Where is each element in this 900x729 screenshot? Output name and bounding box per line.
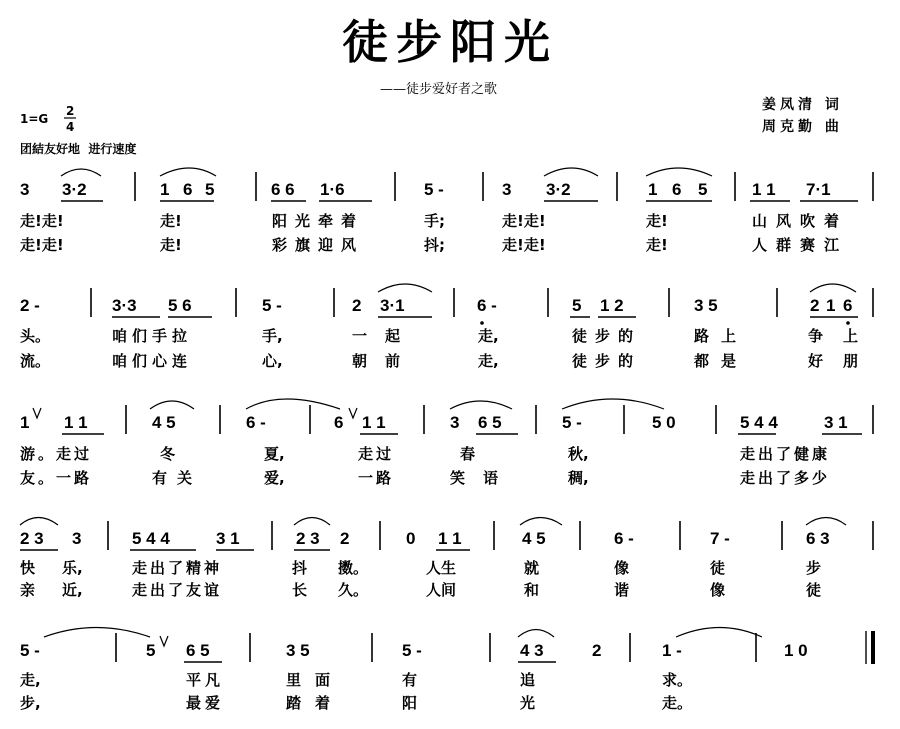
lyric: 步 — [806, 559, 822, 577]
lyric: 最爱 — [186, 694, 225, 712]
note-group: 5 0 — [652, 413, 676, 432]
note-group: 6 5 — [478, 413, 502, 432]
lyric: 春 — [460, 445, 476, 463]
lyric: 踏着 — [286, 694, 345, 712]
lyric: 好 — [808, 352, 824, 370]
lyric: 流。 — [20, 352, 51, 370]
note-group: 3 5 — [286, 641, 310, 660]
slur — [646, 168, 712, 176]
note-group: 4 5 — [152, 413, 176, 432]
lyric: 走!走! — [20, 236, 64, 254]
lyric: 长 — [292, 581, 308, 599]
time-signature-bottom: 4 — [66, 120, 75, 134]
lyric: 山风吹着 — [752, 212, 849, 230]
note-group: 1 1 — [362, 413, 386, 432]
note-group: 5 4 4 — [740, 413, 778, 432]
lyric: 手, — [262, 327, 283, 345]
note-group: 3·1 — [380, 296, 405, 315]
note-group: 5 - — [402, 641, 422, 660]
lyric: 走出了健康 — [740, 445, 831, 463]
slur — [544, 168, 598, 176]
lyric: 徒 — [710, 559, 726, 577]
note-group: 3 1 — [216, 529, 240, 548]
slur — [44, 628, 150, 638]
key-signature: 1=G — [20, 112, 49, 126]
lyric: 秋, — [568, 445, 589, 463]
note-group: 1·6 — [320, 180, 345, 199]
note-group: 6 5 — [186, 641, 210, 660]
system-1-slurs — [61, 168, 712, 176]
lyric: 快 — [20, 559, 36, 577]
lyric: 游。走过 — [20, 445, 93, 463]
lyric: 咱们手拉 — [112, 327, 193, 345]
note-group: 6 - — [246, 413, 266, 432]
lyric: 像 — [614, 559, 630, 577]
note-group: 1 1 — [64, 413, 88, 432]
note-group: 2 — [352, 296, 362, 315]
note-group: 3 1 — [824, 413, 848, 432]
slur — [806, 518, 846, 526]
note-group: 5 — [698, 180, 708, 199]
lyric: 就 — [524, 559, 540, 577]
slur — [676, 628, 762, 638]
note-group: 4 5 — [522, 529, 546, 548]
lyric: 乐, — [62, 559, 83, 577]
lyric: 头。 — [20, 327, 51, 345]
lyric: 抖 — [292, 559, 308, 577]
note-group: 6 - — [614, 529, 634, 548]
slur — [562, 399, 664, 409]
lyric: 人间 — [426, 581, 457, 599]
note-group: 2 3 — [20, 529, 44, 548]
lyric: 友。一路 — [20, 469, 93, 487]
lyric: 都是 — [694, 352, 749, 370]
lyric: 稠, — [568, 469, 589, 487]
note-group: 3·2 — [546, 180, 571, 199]
note-group: 1 — [648, 180, 658, 199]
note-group: 5 — [205, 180, 215, 199]
system-2-dots — [480, 321, 850, 325]
system-2-slurs — [378, 284, 856, 292]
lyric: 求。 — [662, 671, 693, 689]
lyric: 走出了多少 — [740, 469, 831, 487]
lyric: 光 — [520, 694, 536, 712]
lyric: 徒 — [806, 581, 822, 599]
lyric: 争 — [808, 327, 824, 345]
note-group: 5 — [146, 641, 156, 660]
lyric: 手; — [424, 212, 445, 230]
lyric: 一起 — [352, 327, 419, 345]
note-group: 7 - — [710, 529, 730, 548]
note-group: 4 3 — [520, 641, 544, 660]
lyric: 和 — [524, 581, 540, 599]
lyric: 走!走! — [502, 236, 546, 254]
note-group: 1 — [160, 180, 170, 199]
lyric: 徒步的 — [572, 327, 642, 345]
note-group: 1 1 — [752, 180, 776, 199]
lyric: 阳 — [402, 694, 418, 712]
note-group: 6 - — [477, 296, 497, 315]
note-group: 3·2 — [62, 180, 87, 199]
lyric: 走!走! — [502, 212, 546, 230]
lyric: 抖; — [424, 236, 445, 254]
song-title: 徒步阳光 — [342, 15, 558, 69]
lyric: 走, — [478, 352, 499, 370]
note-group: 6 6 — [271, 180, 295, 199]
slur — [246, 399, 340, 409]
time-signature-top: 2 — [66, 104, 75, 118]
lyric: 亲 — [20, 581, 36, 599]
note-group: 2 — [592, 641, 602, 660]
lyric: 走出了精神 — [132, 559, 223, 577]
lyric: 走! — [646, 212, 668, 230]
lyric: 步, — [20, 694, 41, 712]
note-group: 6 3 — [806, 529, 830, 548]
note-group: 3·3 — [112, 296, 137, 315]
slur — [294, 518, 330, 526]
lyric: 追 — [520, 671, 536, 689]
note-group: 5 4 4 — [132, 529, 170, 548]
note-group: 5 6 — [168, 296, 192, 315]
lyric: 谐 — [614, 581, 630, 599]
lyric: 走! — [646, 236, 668, 254]
note-group: 3 5 — [694, 296, 718, 315]
note-group: 2 - — [20, 296, 40, 315]
lyric: 朝前 — [352, 352, 419, 370]
tempo-marking: 团結友好地 进行速度 — [20, 142, 137, 156]
slur — [160, 168, 216, 176]
note-group: 6 — [843, 296, 853, 315]
lyric: 走, — [20, 671, 41, 689]
slur — [518, 630, 554, 638]
system-4-slurs — [20, 518, 846, 526]
lyric: 心, — [262, 352, 283, 370]
note-group: 3 — [502, 180, 512, 199]
note-group: 2 — [340, 529, 350, 548]
lyric: 爱, — [264, 469, 285, 487]
breath-mark — [349, 408, 357, 418]
note-group: 6 — [334, 413, 344, 432]
lyric: 平凡 — [186, 671, 225, 689]
song-subtitle: ——徒步爱好者之歌 — [380, 82, 498, 97]
lyric: 走出了友谊 — [132, 581, 223, 599]
slur — [450, 401, 512, 409]
note-group: 1 - — [662, 641, 682, 660]
lyric: 阳光牵着 — [272, 212, 365, 230]
lyricist-credit: 姜凤清 词 — [762, 97, 843, 113]
lyric: 像 — [710, 581, 726, 599]
lyric: 走! — [160, 212, 182, 230]
lyric: 走!走! — [20, 212, 64, 230]
note-group: 2 — [810, 296, 820, 315]
lyric: 走。 — [662, 694, 693, 712]
lyric: 有关 — [152, 469, 203, 487]
slur — [378, 284, 432, 292]
lyric: 夏, — [264, 445, 285, 463]
note-group: 3 — [20, 180, 30, 199]
note-group: 5 - — [562, 413, 582, 432]
note-group: 5 - — [262, 296, 282, 315]
lyric: 路上 — [694, 327, 749, 345]
note-group: 5 - — [424, 180, 444, 199]
note-group: 7·1 — [806, 180, 831, 199]
note-group: 1 2 — [600, 296, 624, 315]
lyric: 咱们心连 — [112, 352, 193, 370]
lyric: 近, — [62, 581, 83, 599]
breath-mark — [160, 636, 168, 646]
note-group: 2 3 — [296, 529, 320, 548]
note-group: 0 — [406, 529, 416, 548]
note-group: 3 — [450, 413, 460, 432]
lyric: 一路 — [358, 469, 395, 487]
lyric: 有 — [402, 671, 418, 689]
slur — [61, 169, 101, 176]
lyric: 上 — [843, 327, 859, 345]
slur — [810, 284, 856, 292]
lyric: 人生 — [426, 559, 457, 577]
lyric: 走! — [160, 236, 182, 254]
lyric: 笑语 — [450, 469, 517, 487]
lyric: 擞。 — [338, 559, 369, 577]
note-group: 1 — [20, 413, 30, 432]
slur — [150, 401, 194, 409]
note-group: 1 1 — [438, 529, 462, 548]
slur — [20, 518, 58, 526]
note-group: 3 — [72, 529, 82, 548]
lyric: 走, — [478, 327, 499, 345]
system-5-barlines — [116, 631, 873, 664]
note-group: 6 — [672, 180, 682, 199]
note-group: 6 — [183, 180, 193, 199]
lyric: 久。 — [338, 581, 369, 599]
note-group: 5 - — [20, 641, 40, 660]
note-group: 1 0 — [784, 641, 808, 660]
lyric: 冬 — [160, 445, 176, 463]
lyric: 彩旗迎风 — [272, 236, 365, 254]
lyric: 走过 — [358, 445, 395, 463]
note-group: 5 — [572, 296, 582, 315]
breath-mark — [33, 408, 41, 418]
lyric: 里面 — [286, 671, 345, 689]
slur — [520, 518, 562, 526]
lyric: 人群赛江 — [752, 236, 849, 254]
note-group: 1 — [826, 296, 836, 315]
composer-credit: 周克勤 曲 — [762, 119, 843, 135]
lyric: 徒步的 — [572, 352, 642, 370]
lyric: 朋 — [843, 352, 859, 370]
